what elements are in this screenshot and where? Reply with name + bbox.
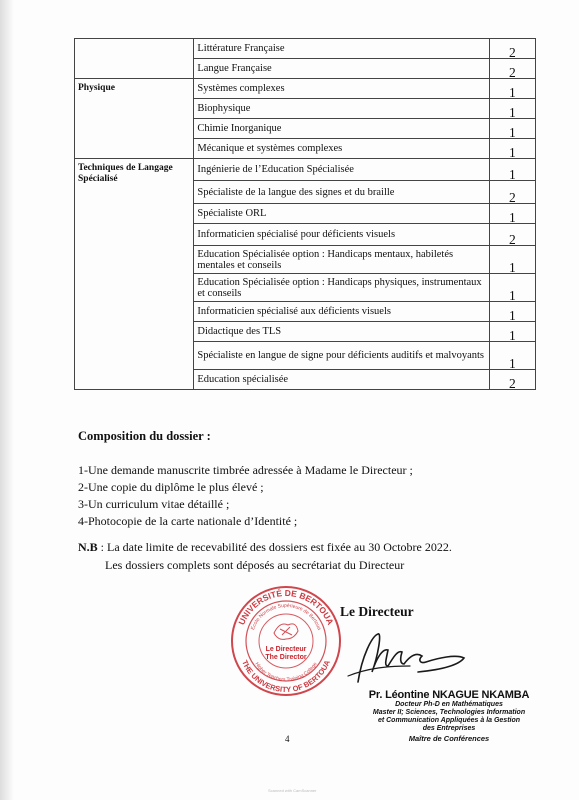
count-cell: 2	[489, 370, 535, 390]
count-cell: 1	[489, 204, 535, 224]
nota-bene	[78, 538, 452, 574]
table-row	[75, 79, 536, 99]
specialty-cell: Systèmes complexes	[194, 79, 489, 99]
count-cell: 1	[489, 159, 535, 181]
specialty-cell: Littérature Française	[194, 39, 489, 59]
count-cell: 2	[489, 59, 535, 79]
domain-cell-physique: Physique	[75, 79, 194, 159]
specialty-cell: Informaticien spécialisé pour déficients visuels	[194, 224, 489, 246]
table-row	[75, 159, 536, 181]
specialty-cell: Spécialiste de la langue des signes et du braille	[194, 181, 489, 204]
signatory-block	[344, 689, 554, 743]
list-item: 1-Une demande manuscrite timbrée adressée à Madame le Directeur ;	[78, 463, 413, 477]
signatory-credential: et Communication Appliquées à la Gestion	[377, 717, 521, 724]
signatory-credential: Docteur Ph-D en Mathématiques	[395, 701, 503, 708]
seal-outer-bottom: THE UNIVERSITY OF BERTOUA	[240, 658, 332, 695]
specialty-cell: Education Spécialisée option : Handicaps physiques, instrumentaux et conseils	[194, 274, 489, 302]
signatory-credential: des Entreprises	[422, 725, 476, 732]
list-item: 4-Photocopie de la carte nationale d’Identité ;	[78, 514, 298, 528]
seal-outer-top: UNIVERSITÉ DE BERTOUA	[236, 587, 336, 627]
count-cell: 1	[489, 79, 535, 99]
count-cell: 1	[489, 119, 535, 139]
count-cell: 2	[489, 181, 535, 204]
count-cell: 1	[489, 274, 535, 302]
seal-center-line-1: Le Directeur	[265, 646, 307, 653]
specialty-cell: Spécialiste ORL	[194, 204, 489, 224]
count-cell: 1	[489, 322, 535, 342]
nb-line-1: : La date limite de recevabilité des dossiers est fixée au 30 Octobre 2022.	[97, 540, 452, 554]
count-cell: 1	[489, 342, 535, 370]
seal-emblem-icon	[274, 624, 298, 640]
signatory-rank: Maître de Conférences	[408, 734, 490, 743]
specialty-cell: Chimie Inorganique	[194, 119, 489, 139]
svg-text:Ecole Normale Supérieure de Be	[250, 603, 322, 631]
page-number: 4	[285, 734, 290, 744]
domain-cell-empty	[75, 39, 194, 79]
signatory-credential: Master II; Sciences, Technologies Information	[372, 709, 526, 716]
handwritten-signature	[318, 626, 468, 692]
scanner-watermark: Scanned with CamScanner	[268, 788, 317, 793]
count-cell: 2	[489, 224, 535, 246]
count-cell: 1	[489, 302, 535, 322]
signatory-name: Pr. Léontine NKAGUE NKAMBA	[368, 689, 530, 701]
count-cell: 1	[489, 246, 535, 274]
specialty-cell: Biophysique	[194, 99, 489, 119]
composition-list	[78, 462, 413, 530]
seal-inner-top: Ecole Normale Supérieure de Bertoua	[250, 602, 322, 631]
domain-cell-tls: Techniques de Langage Spécialisé	[75, 159, 194, 390]
signatory-title: Le Directeur	[340, 604, 414, 619]
specialty-cell: Education Spécialisée option : Handicaps mentaux, habiletés mentales et conseils	[194, 246, 489, 274]
seal-center-line-2: The Director	[265, 654, 307, 661]
specialty-cell: Langue Française	[194, 59, 489, 79]
count-cell: 1	[489, 99, 535, 119]
positions-table	[74, 38, 536, 390]
specialty-cell: Didactique des TLS	[194, 322, 489, 342]
count-cell: 1	[489, 139, 535, 159]
list-item: 2-Une copie du diplôme le plus élevé ;	[78, 480, 264, 494]
nb-label: N.B	[78, 540, 98, 554]
composition-title: Composition du dossier :	[78, 429, 211, 443]
specialty-cell: Spécialiste en langue de signe pour déficients auditifs et malvoyants	[194, 342, 489, 370]
specialty-cell: Informaticien spécialisé aux déficients visuels	[194, 302, 489, 322]
count-cell: 2	[489, 39, 535, 59]
seal-inner-bottom: Higher Teachers Training College	[253, 661, 319, 684]
table-row	[75, 39, 536, 59]
specialty-cell: Education spécialisée	[194, 370, 489, 390]
specialty-cell: Mécanique et systèmes complexes	[194, 139, 489, 159]
list-item: 3-Un curriculum vitae détaillé ;	[78, 497, 230, 511]
specialty-cell: Ingénierie de l’Education Spécialisée	[194, 159, 489, 181]
nb-line-2: Les dossiers complets sont déposés au secrétariat du Directeur	[105, 558, 405, 572]
